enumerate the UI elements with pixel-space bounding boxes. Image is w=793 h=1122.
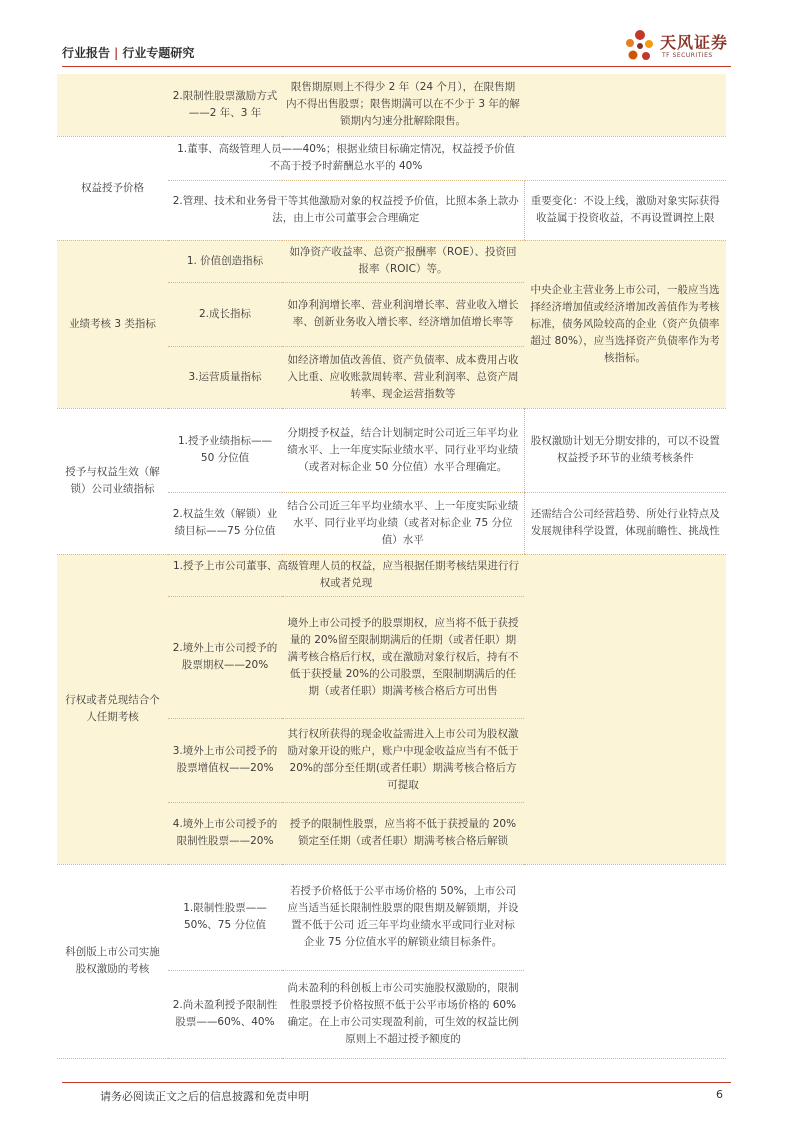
row-header-grant-price: 权益授予价格 (57, 136, 168, 240)
table-cell: 分期授予权益，结合计划制定时公司近三年平均业绩水平、上一年度实际业绩水平、同行业平均业绩（或者对标企业 50 分位值）水平合理确定。 (282, 408, 524, 492)
table-cell: 2.境外上市公司授予的股票期权——20% (168, 596, 282, 718)
table-cell: 还需结合公司经营趋势、所处行业特点及发展规律科学设置，体现前瞻性、挑战性 (524, 492, 726, 554)
table-cell: 授予的限制性股票，应当将不低于获授量的 20%锁定至任期（或者任职）期满考核合格后解锁 (282, 802, 524, 864)
table-cell: 2.管理、技术和业务骨干等其他激励对象的权益授予价值，比照本条上款办法，由上市公司董事会合理确定 (168, 180, 524, 240)
report-subtype-label: 行业专题研究 (122, 46, 195, 60)
table-cell: 尚未盈利的科创板上市公司实施股权激励的，限制性股票授予价格按照不低于公平市场价格的 60%确定。在上市公司实现盈利前，可生效的权益比例原则上不超过授予额度的 (282, 970, 524, 1058)
header-rule (62, 66, 731, 67)
table-cell: 股权激励计划无分期安排的，可以不设置权益授予环节的业绩考核条件 (524, 408, 726, 492)
table-cell: 限售期原则上不得少 2 年（24 个月），在限售期内不得出售股票；限售期满可以在不少于 3 年的解锁期内匀速分批解除限售。 (282, 74, 524, 136)
table-row (57, 74, 726, 136)
page-number: 6 (716, 1088, 723, 1101)
table-cell: 2.限制性股票激励方式——2 年、3 年 (168, 74, 282, 136)
table-cell: 3.境外上市公司授予的股票增值权——20% (168, 718, 282, 802)
table-row (57, 554, 726, 596)
table-cell: 1. 价值创造指标 (168, 240, 282, 282)
table-row (57, 864, 726, 970)
table-cell (524, 864, 726, 1058)
table-cell: 1.限制性股票——50%、75 分位值 (168, 864, 282, 970)
row-header-grant-vesting: 授予与权益生效（解锁）公司业绩指标 (57, 408, 168, 554)
report-type-label: 行业报告 (62, 46, 111, 60)
table-row (57, 240, 726, 282)
footer-disclaimer: 请务必阅读正文之后的信息披露和免责申明 (100, 1090, 309, 1103)
table-cell (524, 74, 726, 136)
table-cell: 如净资产收益率、总资产报酬率（ROE）、投资回报率（ROIC）等。 (282, 240, 524, 282)
table-cell: 中央企业主营业务上市公司，一般应当选择经济增加值或经济增加改善值作为考核标准，债务风险较高的企业（资产负债率超过 80%），应当选择资产负债率作为考核指标。 (524, 240, 726, 408)
table-cell: 1.授予业绩指标——50 分位值 (168, 408, 282, 492)
table-cell: 3.运营质量指标 (168, 346, 282, 408)
row-header-performance-indicators: 业绩考核 3 类指标 (57, 240, 168, 408)
logo-name: 天风证券 (660, 33, 729, 52)
table-cell: 2.尚未盈利授予限制性股票——60%、40% (168, 970, 282, 1058)
report-type (62, 44, 194, 61)
table-cell: 结合公司近三年平均业绩水平、上一年度实际业绩水平、同行业平均业绩（或者对标企业 75 分位值）水平 (282, 492, 524, 554)
row-header-term-assessment: 行权或者兑现结合个人任期考核 (57, 554, 168, 864)
logo-subtitle: TF SECURITIES (662, 52, 713, 59)
logo-flower-icon (622, 28, 658, 64)
table-cell (57, 74, 168, 136)
row-header-star-market: 科创版上市公司实施股权激励的考核 (57, 864, 168, 1058)
table-cell: 1.董事、高级管理人员——40%；根据业绩目标确定情况，权益授予价值不高于授予时薪酬总水平的 40% (168, 136, 524, 180)
table-cell (524, 136, 726, 180)
table-cell: 重要变化：不设上线，激励对象实际获得收益属于投资收益，不再设置调控上限 (524, 180, 726, 240)
table-row (57, 136, 726, 180)
table-cell: 4.境外上市公司授予的限制性股票——20% (168, 802, 282, 864)
table-row (57, 408, 726, 492)
header-separator: | (114, 46, 119, 60)
table-cell: 如净利润增长率、营业利润增长率、营业收入增长率、创新业务收入增长率、经济增加值增长率等 (282, 282, 524, 346)
table-cell: 若授予价格低于公平市场价格的 50%，上市公司应当适当延长限制性股票的限售期及解锁期，并设置不低于公司 近三年平均业绩水平或同行业对标企业 75 分位值水平的解锁业绩目标条件。 (282, 864, 524, 970)
table-cell: 境外上市公司授予的股票期权，应当将不低于获授量的 20%留至限制期满后的任期（或者任职）期满考核合格后行权，或在激励对象行权后，持有不低于获授量 20%的公司股票，至限制期满后的任期（或者任职）期满考核合格后方可出售 (282, 596, 524, 718)
table-cell: 2.权益生效（解锁）业绩目标——75 分位值 (168, 492, 282, 554)
footer-rule (62, 1082, 731, 1083)
table-cell: 如经济增加值改善值、资产负债率、成本费用占收入比重、应收账款周转率、营业利润率、总资产周转率、现金运营指数等 (282, 346, 524, 408)
table-cell: 1.授予上市公司董事、高级管理人员的权益，应当根据任期考核结果进行行权或者兑现 (168, 554, 524, 596)
table-cell (524, 554, 726, 864)
tf-securities-logo (622, 28, 734, 64)
table-cell: 其行权所获得的现金收益需进入上市公司为股权激励对象开设的账户，账户中现金收益应当有不低于 20%的部分至任期(或者任职）期满考核合格后方可提取 (282, 718, 524, 802)
table-cell: 2.成长指标 (168, 282, 282, 346)
incentive-policy-table (57, 74, 726, 1059)
